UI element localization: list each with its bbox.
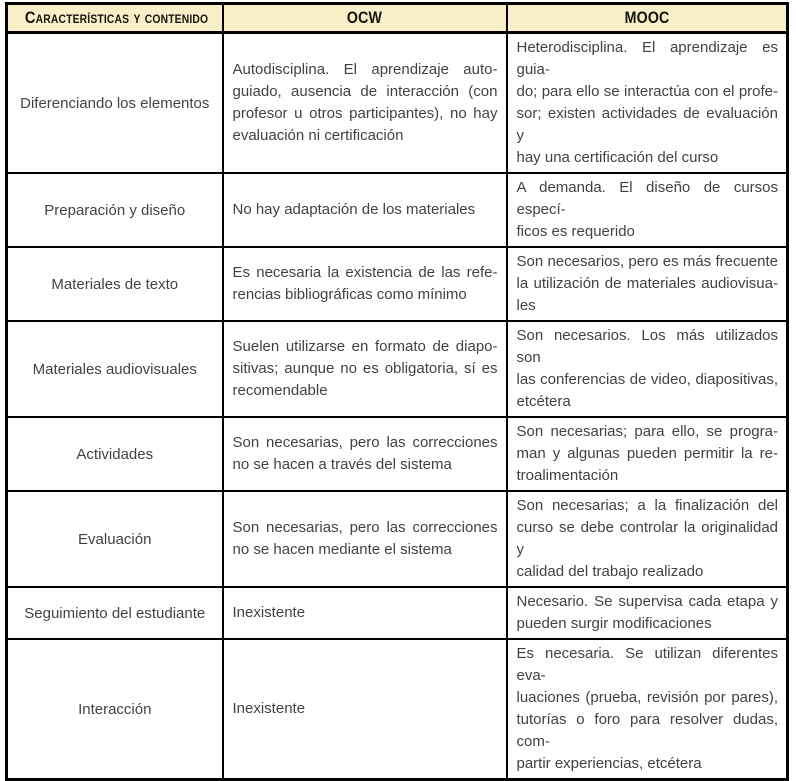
table-row [7,491,788,587]
ocw-cell: Suelen utilizarse en formato de diapo- sitivas; aunque no es obligatoria, sí es recomendable [223,321,507,417]
feature-label: Preparación y diseño [7,173,223,247]
ocw-cell: Es necesaria la existencia de las refe- rencias bibliográficas como mínimo [223,247,507,321]
ocw-cell: Autodisciplina. El aprendizaje auto- guiado, ausencia de interacción (con profesor u otros participantes), no hay evaluación ni certificación [223,33,507,174]
feature-label: Diferenciando los elementos [7,33,223,174]
mooc-cell: Heterodisciplina. El aprendizaje es guia- do; para ello se interactúa con el profe- sor; existen actividades de evaluación y hay una certificación del curso [507,33,788,174]
table-body [7,33,788,780]
column-header-features-label: Características y contenido [24,8,209,27]
feature-label: Materiales audiovisuales [7,321,223,417]
mooc-cell: A demanda. El diseño de cursos especí- ficos es requerido [507,173,788,247]
table-row [7,4,788,33]
column-header-mooc-label: MOOC [624,8,670,27]
mooc-cell: Son necesarias; para ello, se progra- man y algunas pueden permitir la re- troalimentación [507,417,788,491]
feature-label: Materiales de texto [7,247,223,321]
table-row [7,33,788,174]
column-header-features [7,4,223,33]
ocw-cell: Son necesarias, pero las correcciones no se hacen a través del sistema [223,417,507,491]
column-header-ocw [223,4,507,33]
feature-label: Seguimiento del estudiante [7,587,223,639]
feature-label: Evaluación [7,491,223,587]
table-row [7,321,788,417]
ocw-cell: No hay adaptación de los materiales [223,173,507,247]
ocw-cell: Inexistente [223,587,507,639]
column-header-mooc [507,4,788,33]
comparison-table [5,2,789,781]
table-row [7,587,788,639]
table-row [7,639,788,780]
ocw-cell: Inexistente [223,639,507,780]
column-header-ocw-label: OCW [346,8,383,27]
mooc-cell: Son necesarios. Los más utilizados son las conferencias de video, diapositivas, etcétera [507,321,788,417]
table-row [7,247,788,321]
mooc-cell: Son necesarios, pero es más frecuente la utilización de materiales audiovisua- les [507,247,788,321]
mooc-cell: Es necesaria. Se utilizan diferentes eva- luaciones (prueba, revisión por pares), tutorías o foro para resolver dudas, com- partir experiencias, etcétera [507,639,788,780]
table-row [7,417,788,491]
mooc-cell: Necesario. Se supervisa cada etapa y pueden surgir modificaciones [507,587,788,639]
ocw-cell: Son necesarias, pero las correcciones no se hacen mediante el sistema [223,491,507,587]
mooc-cell: Son necesarias; a la finalización del curso se debe controlar la originalidad y calidad del trabajo realizado [507,491,788,587]
table-header-row [7,4,788,33]
feature-label: Actividades [7,417,223,491]
table-row [7,173,788,247]
feature-label: Interacción [7,639,223,780]
